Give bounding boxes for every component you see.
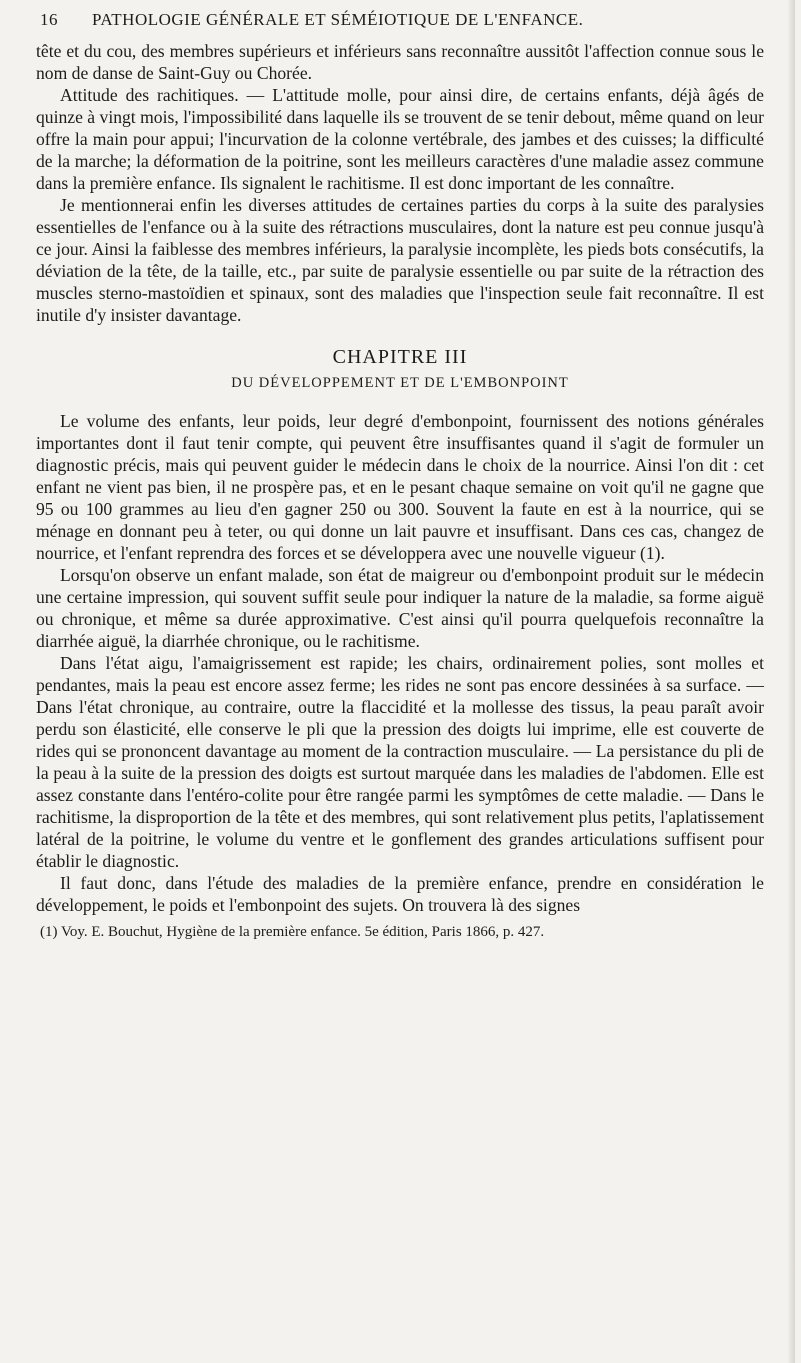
paragraph-continuation: tête et du cou, des membres supérieurs et inférieurs sans reconnaître aussitôt l'affection connue sous le nom de danse de Saint-Guy ou Chorée. [36, 41, 764, 83]
running-header [36, 10, 764, 40]
footnote: (1) Voy. E. Bouchut, Hygiène de la première enfance. 5e édition, Paris 1866, p. 427. [40, 924, 545, 940]
paragraph-conclusion: Il faut donc, dans l'étude des maladies de la première enfance, prendre en considération le développement, le poids et l'embonpoint des sujets. On trouvera là des signes [36, 873, 764, 915]
chapter-number: CHAPITRE III [332, 346, 468, 368]
chapter-title: DU DÉVELOPPEMENT ET DE L'EMBONPOINT [231, 375, 569, 391]
paragraph-acute-chronic: Dans l'état aigu, l'amaigrissement est rapide; les chairs, ordinairement polies, sont molles et pendantes, mais la peau est encore assez ferme; les rides ne sont pas encore dessinées à sa surface. — Dans l'état chronique, au contraire, outre la flaccidité et la mollesse des tissus, la peau paraît avoir perdu son élasticité, elle conserve le pli que la pression des doigts lui imprime, elle est couverte de rides qui se prononcent davantage au moment de la contraction musculaire. — La persistance du pli de la peau à la suite de la pression des doigts est surtout marquée dans les maladies de l'abdomen. Elle est assez constante dans l'entéro-colite pour être rangée parmi les symptômes de cette maladie. — Dans le rachitisme, la disproportion de la tête et des membres, qui sont relativement plus petits, l'aplatissement latéral de la poitrine, le volume du ventre et le gonflement des grandes articulations suffisent pour établir le diagnostic. [36, 653, 764, 871]
book-page [36, 10, 764, 942]
paragraph-observation: Lorsqu'on observe un enfant malade, son état de maigreur ou d'embonpoint produit sur le médecin une certaine impression, qui souvent suffit seule pour indiquer la nature de la maladie, sa forme aiguë ou chronique, et même sa durée approximative. C'est ainsi qu'il pourra quelquefois reconnaître la diarrhée aiguë, la diarrhée chronique, ou le rachitisme. [36, 565, 764, 651]
running-title: PATHOLOGIE GÉNÉRALE ET SÉMÉIOTIQUE DE L'ENFANCE. [92, 10, 584, 29]
paragraph-rachitic-attitude: Attitude des rachitiques. — L'attitude molle, pour ainsi dire, de certains enfants, déjà âgés de quinze à vingt mois, l'impossibilité dans laquelle ils se trouvent de se tenir debout, même quand on leur offre la main pour appui; l'incurvation de la colonne vertébrale, des jambes et des cuisses; la difficulté de la marche; la déformation de la poitrine, sont les meilleurs caractères d'une maladie assez commune dans la première enfance. Ils signalent le rachitisme. Il est donc important de les connaître. [36, 85, 764, 193]
page-number: 16 [40, 10, 58, 29]
page-edge-shadow [787, 0, 795, 1363]
paragraph-volume-weight: Le volume des enfants, leur poids, leur degré d'embonpoint, fournissent des notions générales importantes dont il faut tenir compte, qui peuvent être insuffisantes quand il s'agit de formuler un diagnostic précis, mais qui peuvent guider le médecin dans le choix de la nourrice. Ainsi l'on dit : cet enfant ne vient pas bien, il ne prospère pas, et en le pesant chaque semaine on voit qu'il ne gagne que 95 ou 100 grammes au lieu d'en gagner 250 ou 300. Souvent la faute en est à la nourrice, qui se ménage en donnant peu à teter, ou qui donne un lait pauvre et insuffisant. Dans ces cas, changez de nourrice, et l'enfant reprendra des forces et se développera avec une nouvelle vigueur (1). [36, 411, 764, 563]
paragraph-paralysis-attitudes: Je mentionnerai enfin les diverses attitudes de certaines parties du corps à la suite des paralysies essentielles de l'enfance ou à la suite des rétractions musculaires, dont la nature est peu connue jusqu'à ce jour. Ainsi la faiblesse des membres inférieurs, la paralysie incomplète, les pieds bots consécutifs, la déviation de la tête, de la taille, etc., par suite de paralysie essentielle ou par suite de la rétraction des muscles sterno-mastoïdien et spinaux, sont des maladies que l'inspection seule fait reconnaître. Il est inutile d'y insister davantage. [36, 195, 764, 325]
